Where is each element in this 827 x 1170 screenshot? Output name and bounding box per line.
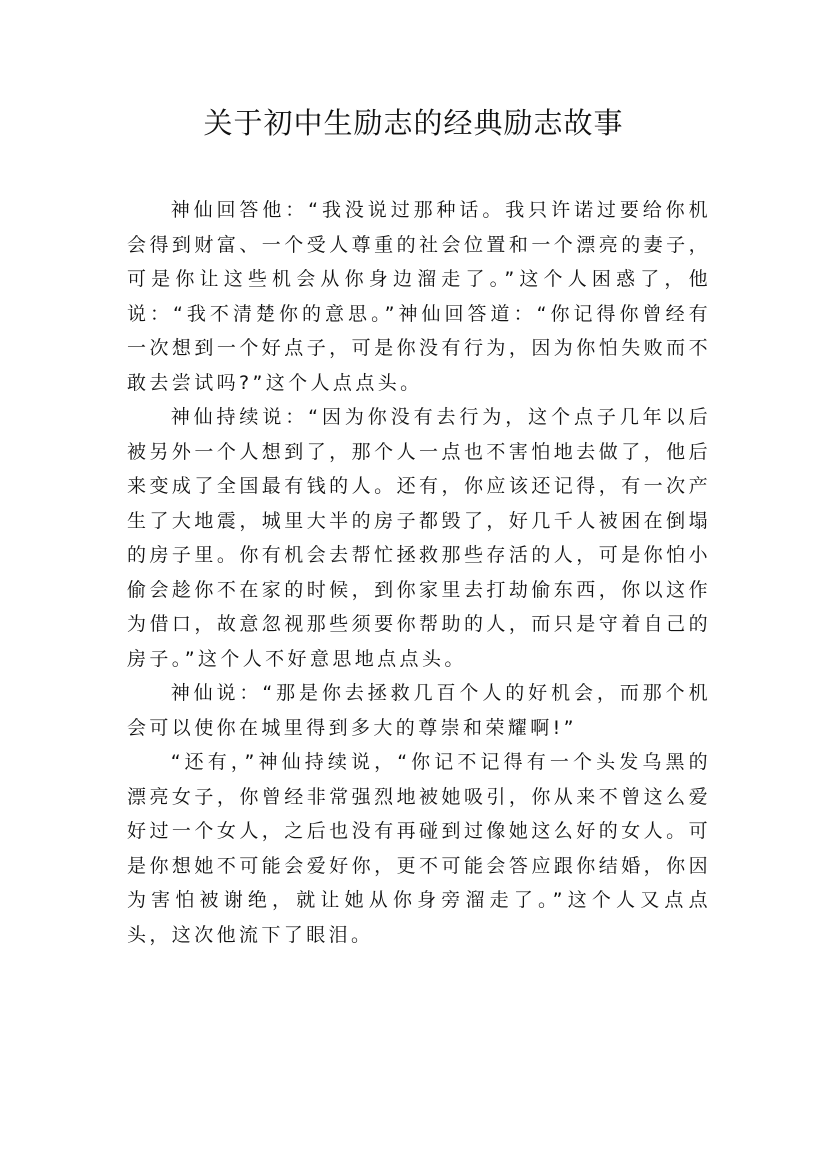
- paragraph-2: 神仙持续说：“因为你没有去行为，这个点子几年以后被另外一个人想到了，那个人一点也不害怕地去做了，他后来变成了全国最有钱的人。还有，你应该还记得，有一次产生了大地震，城里大半的房子都毁了，好几千人被困在倒塌的房子里。你有机会去帮忙拯救那些存活的人，可是你怕小偷会趁你不在家的时候，到你家里去打劫偷东西，你以这作为借口，故意忽视那些须要你帮助的人，而只是守着自己的房子。”这个人不好意思地点点头。: [127, 406, 711, 670]
- document-title: 关于初中生励志的经典励志故事: [203, 106, 624, 140]
- paragraph-3: 神仙说：“那是你去拯救几百个人的好机会，而那个机会可以使你在城里得到多大的尊崇和荣耀啊!”: [127, 682, 711, 739]
- paragraph-4: “还有，”神仙持续说，“你记不记得有一个头发乌黑的漂亮女子，你曾经非常强烈地被她吸引，你从来不曾这么爱好过一个女人，之后也没有再碰到过像她这么好的女人。可是你想她不可能会爱好你，更不可能会答应跟你结婚，你因为害怕被谢绝，就让她从你身旁溜走了。”这个人又点点头，这次他流下了眼泪。: [127, 751, 711, 946]
- document-body: [127, 193, 711, 952]
- paragraph-1: 神仙回答他：“我没说过那种话。我只许诺过要给你机会得到财富、一个受人尊重的社会位置和一个漂亮的妻子，可是你让这些机会从你身边溜走了。”这个人困惑了，他说：“我不清楚你的意思。”神仙回答道：“你记得你曾经有一次想到一个好点子，可是你没有行为，因为你怕失败而不敢去尝试吗?”这个人点点头。: [127, 199, 711, 394]
